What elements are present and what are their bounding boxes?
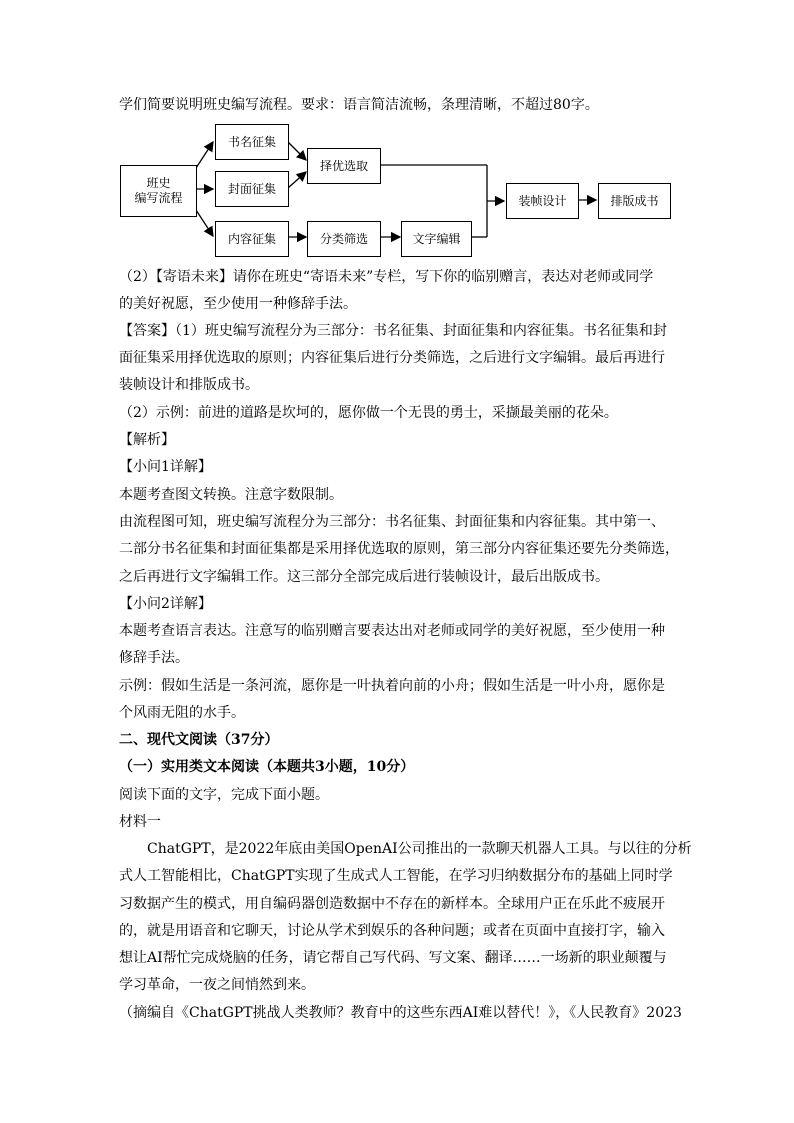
sub1-heading: 【小问1详解】 — [119, 459, 212, 475]
passage-line5: 想让AI帮忙完成烧脑的任务，请它帮自己写代码、写文案、翻译……一场新的职业颠覆与 — [119, 950, 667, 966]
passage-line6: 学习革命，一夜之间悄然到来。 — [119, 977, 315, 993]
passage-line3: 习数据产生的模式，用自编码器创造数据中不存在的新样本。全球用户正在乐此不疲展开 — [119, 896, 665, 912]
sub1-line4: 之后再进行文字编辑工作。这三部分全部完成后进行装帧设计，最后出版成书。 — [119, 569, 609, 585]
section2-1-heading: （一）实用类文本阅读（本题共3小题，10分） — [119, 759, 415, 775]
analysis-heading: 【解析】 — [119, 432, 175, 448]
flow-select-best-box: 择优选取 — [307, 148, 381, 184]
sub2-line4: 个风雨无阻的水手。 — [119, 705, 245, 721]
passage-source: （摘编自《ChatGPT挑战人类教师？教育中的这些东西AI难以替代！》，《人民教育》2023 — [119, 1005, 682, 1021]
flow-start-line2: 编写流程 — [134, 191, 183, 205]
sub2-heading: 【小问2详解】 — [119, 596, 212, 612]
sub1-line3: 二部分书名征集和封面征集都是采用择优选取的原则，第三部分内容征集还要先分类筛选， — [119, 541, 679, 557]
passage-line1: ChatGPT，是2022年底由美国OpenAI公司推出的一款聊天机器人工具。与以往的分析 — [147, 841, 692, 857]
flow-text-edit-box: 文字编辑 — [401, 221, 472, 257]
flow-typeset-box: 排版成书 — [598, 183, 671, 219]
sub1-line2: 由流程图可知，班史编写流程分为三部分：书名征集、封面征集和内容征集。其中第一、 — [119, 514, 665, 530]
read-instruction: 阅读下面的文字，完成下面小题。 — [119, 787, 329, 803]
intro-text: 学们简要说明班史编写流程。要求：语言简洁流畅，条理清晰，不超过80字。 — [119, 97, 599, 113]
answer-line2: 面征集采用择优选取的原则；内容征集后进行分类筛选，之后进行文字编辑。最后再进行 — [119, 350, 665, 366]
answer-line4: （2）示例：前进的道路是坎坷的，愿你做一个无畏的勇士，采撷最美丽的花朵。 — [119, 405, 618, 421]
sub2-line2: 修辞手法。 — [119, 650, 189, 666]
flow-content-box: 内容征集 — [215, 221, 289, 257]
flow-cover-box: 封面征集 — [215, 171, 289, 207]
section2-heading: 二、现代文阅读（37分） — [119, 732, 279, 748]
q2-line2: 的美好祝愿，至少使用一种修辞手法。 — [119, 296, 357, 312]
flow-classify-box: 分类筛选 — [307, 221, 381, 257]
passage-line2: 式人工智能相比，ChatGPT实现了生成式人工智能，在学习归纳数据分布的基础上同时学 — [119, 868, 673, 884]
flow-arrows — [0, 0, 794, 300]
q2-line1: （2）【寄语未来】请你在班史“寄语未来”专栏，写下你的临别赠言，表达对老师或同学 — [119, 269, 654, 285]
sub2-line3: 示例：假如生活是一条河流，愿你是一叶执着向前的小舟；假如生活是一叶小舟，愿你是 — [119, 678, 665, 694]
passage-line4: 的，就是用语音和它聊天，讨论从学术到娱乐的各种问题；或者在页面中直接打字，输入 — [119, 923, 665, 939]
sub2-line1: 本题考查语言表达。注意写的临别赠言要表达出对老师或同学的美好祝愿，至少使用一种 — [119, 623, 665, 639]
flow-book-title-box: 书名征集 — [215, 124, 289, 160]
answer-line1: 【答案】（1）班史编写流程分为三部分：书名征集、封面征集和内容征集。书名征集和封 — [119, 323, 667, 339]
material1-label: 材料一 — [119, 814, 161, 830]
flow-start-box — [120, 165, 197, 217]
sub1-line1: 本题考查图文转换。注意字数限制。 — [119, 487, 343, 503]
answer-line3: 装帧设计和排版成书。 — [119, 377, 259, 393]
flow-binding-box: 装帧设计 — [506, 183, 579, 219]
flow-start-line1: 班史 — [146, 176, 171, 190]
